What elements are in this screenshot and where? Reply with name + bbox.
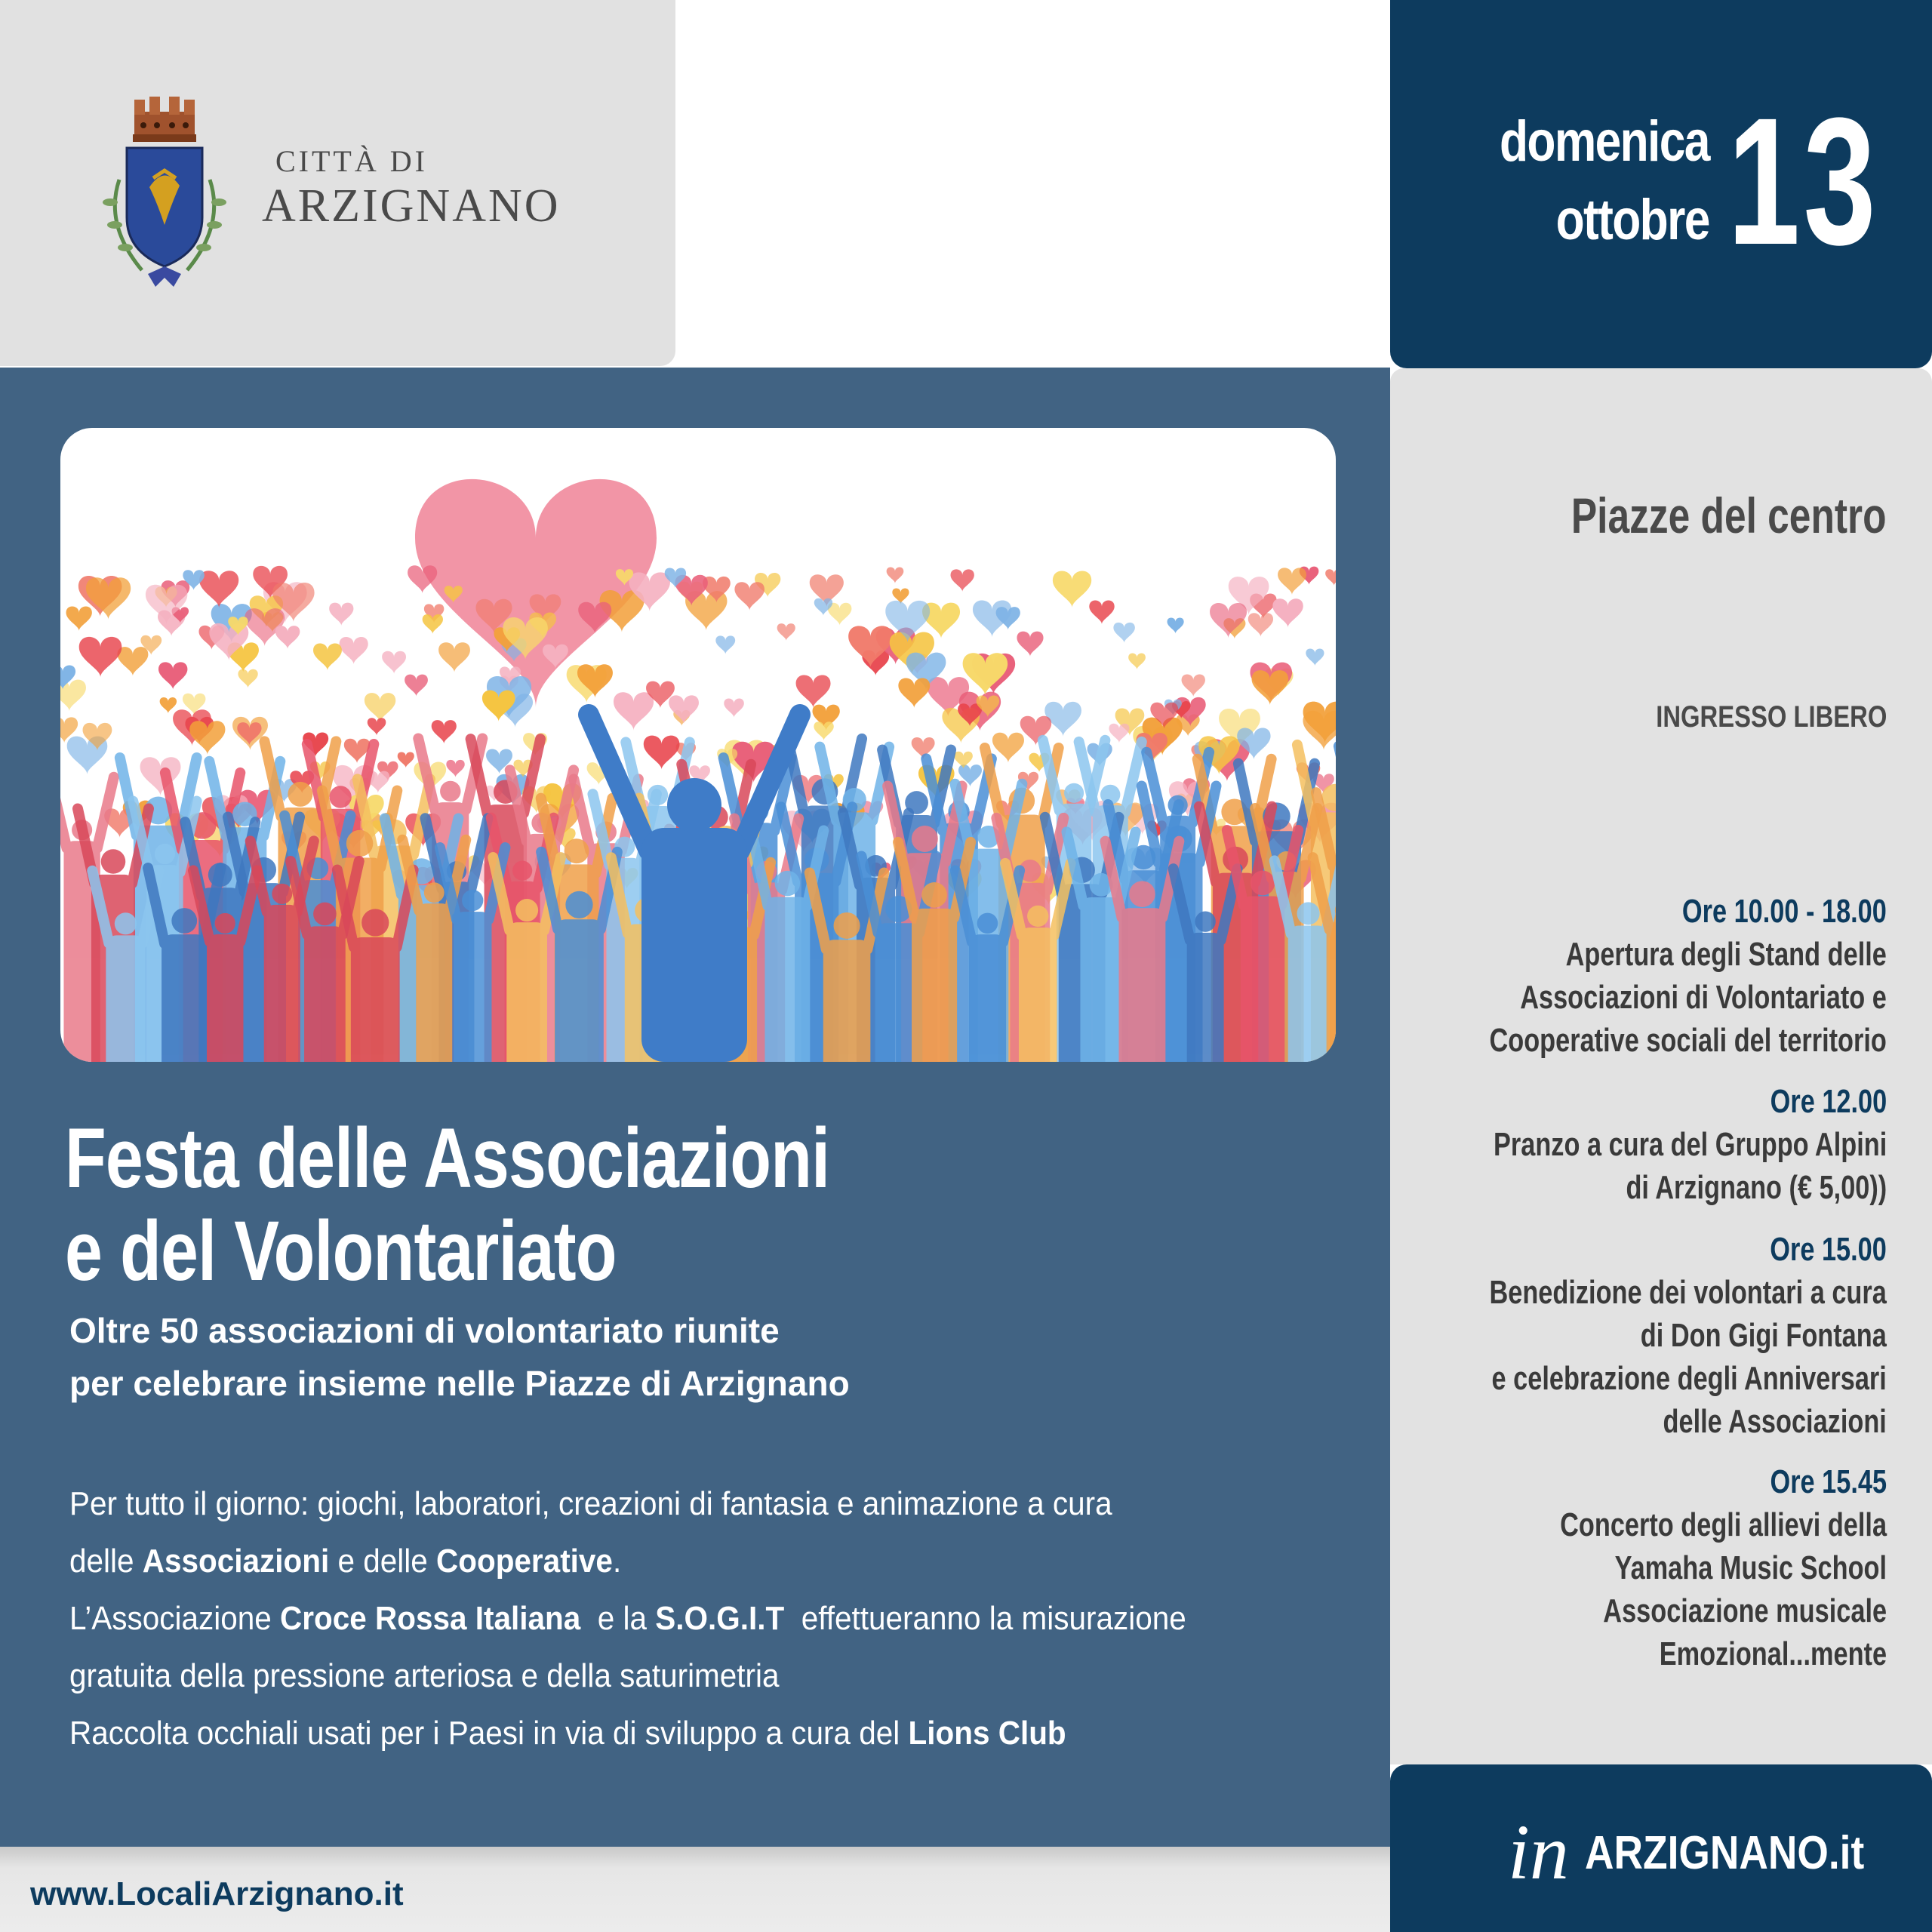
footer-website-link[interactable]: www.LocaliArzignano.it — [30, 1875, 404, 1912]
city-name: ARZIGNANO — [262, 180, 561, 232]
schedule-time: Ore 12.00 — [1770, 1083, 1887, 1120]
schedule-item — [1560, 1461, 1887, 1675]
heart-shape — [365, 693, 395, 722]
heart-shape — [238, 669, 257, 688]
schedule-item — [1490, 891, 1887, 1062]
city-label: CITTÀ DI — [275, 144, 428, 178]
entry-label: INGRESSO LIBERO — [1655, 700, 1887, 734]
date-number: 13 — [1727, 80, 1879, 282]
event-subtitle-line1: Oltre 50 associazioni di volontariato riunite — [69, 1311, 780, 1350]
schedule-item — [1490, 1229, 1887, 1443]
schedule-desc-line: e celebrazione degli Anniversari — [1491, 1360, 1887, 1397]
heart-shape — [1109, 724, 1129, 743]
heart-shape — [275, 626, 300, 649]
heart-shape — [669, 695, 699, 724]
logo-panel — [0, 0, 675, 366]
description-line: L’Associazione Croce Rossa Italiana e la S.O.G.I.T effettueranno la misurazione — [69, 1600, 1186, 1637]
heart-shape — [954, 752, 973, 769]
event-subtitle-line2: per celebrare insieme nelle Piazze di Arzignano — [69, 1364, 850, 1403]
heart-shape — [405, 675, 428, 697]
date-panel — [1390, 0, 1932, 368]
schedule-time: Ore 15.45 — [1770, 1463, 1887, 1500]
heart-shape — [951, 569, 974, 592]
heart-shape — [1210, 603, 1247, 638]
schedule-desc-line: Yamaha Music School — [1614, 1549, 1887, 1586]
heart-shape — [118, 647, 149, 676]
heart-shape — [724, 699, 744, 718]
heart-shape — [408, 565, 437, 593]
schedule-desc-line: di Don Gigi Fontana — [1640, 1317, 1887, 1354]
heart-shape — [158, 662, 187, 689]
heart-shape — [438, 642, 470, 672]
heart-shape — [796, 675, 831, 707]
schedule-item — [1494, 1081, 1887, 1209]
heart-shape — [1053, 571, 1091, 608]
heart-shape — [1306, 649, 1324, 666]
heart-shape — [329, 603, 353, 626]
heart-shape — [1168, 617, 1184, 633]
schedule-desc-line: Apertura degli Stand delle — [1565, 936, 1887, 973]
schedule-desc-line: Pranzo a cura del Gruppo Alpini — [1493, 1126, 1887, 1163]
heart-shape — [777, 623, 795, 641]
coat-of-arms-icon — [89, 89, 240, 293]
heart-shape — [1248, 613, 1273, 636]
schedule-desc-line: Emozional...mente — [1659, 1635, 1887, 1672]
heart-shape — [1128, 654, 1146, 669]
heart-shape — [992, 733, 1024, 763]
heart-shape — [313, 643, 342, 670]
venue-label: Piazze del centro — [1571, 488, 1887, 543]
heart-shape — [160, 697, 177, 713]
brand-name: ARZIGNANO.it — [1585, 1827, 1865, 1879]
description-line: Per tutto il giorno: giochi, laboratori, creazioni di fantasia e animazione a cura — [69, 1485, 1112, 1522]
heart-shape — [734, 582, 764, 610]
heart-shape — [1113, 623, 1134, 643]
white-panel — [675, 0, 1389, 366]
schedule-desc-line: Associazione musicale — [1603, 1592, 1887, 1629]
description-line: gratuita della pressione arteriosa e della saturimetria — [69, 1657, 780, 1694]
heart-shape — [898, 678, 930, 709]
heart-shape — [1017, 632, 1043, 657]
heart-shape — [887, 568, 904, 583]
description-line: Raccolta occhiali usati per i Paesi in via di sviluppo a cura del Lions Club — [69, 1715, 1066, 1752]
heart-shape — [199, 571, 238, 608]
schedule-desc-line: di Arzignano (€ 5,00)) — [1626, 1169, 1887, 1206]
heart-shape — [1272, 598, 1303, 627]
description-line: delle Associazioni e delle Cooperative. — [69, 1543, 622, 1580]
heart-shape — [614, 692, 654, 730]
heart-shape — [432, 720, 457, 743]
date-month: ottobre — [1555, 188, 1709, 252]
event-description — [69, 1475, 1319, 1762]
date-day: domenica — [1500, 109, 1709, 174]
schedule-time: Ore 15.00 — [1770, 1231, 1887, 1268]
heart-shape — [140, 757, 181, 795]
heart-shape — [715, 635, 735, 654]
heart-shape — [644, 736, 680, 770]
heart-shape — [398, 752, 414, 768]
schedule-desc-line: Associazioni di Volontariato e — [1520, 979, 1887, 1016]
illustration-card — [60, 428, 1336, 1062]
heart-shape — [1325, 569, 1336, 586]
heart-shape — [1182, 674, 1205, 697]
heart-shape — [1089, 600, 1114, 624]
schedule-desc-line: delle Associazioni — [1663, 1403, 1887, 1440]
heart-shape — [1278, 568, 1306, 595]
heart-shape — [66, 607, 92, 631]
heart-shape — [382, 651, 406, 674]
heart-shape — [973, 600, 1011, 637]
heart-shape — [368, 718, 386, 735]
volunteers-hearts-illustration — [60, 428, 1336, 1062]
event-title-line2: e del Volontariato — [65, 1204, 617, 1298]
brand-prefix: in — [1508, 1809, 1569, 1896]
heart-shape — [1044, 702, 1081, 737]
heart-shape — [340, 637, 368, 664]
schedule-desc-line: Benedizione dei volontari a cura — [1489, 1274, 1887, 1311]
schedule-desc-line: Concerto degli allievi della — [1560, 1506, 1887, 1543]
event-title-line1: Festa delle Associazioni — [65, 1111, 830, 1205]
heart-shape — [446, 760, 464, 777]
schedule-desc-line: Cooperative sociali del territorio — [1489, 1022, 1887, 1059]
heart-shape — [79, 637, 122, 677]
schedule-time: Ore 10.00 - 18.00 — [1682, 893, 1887, 930]
